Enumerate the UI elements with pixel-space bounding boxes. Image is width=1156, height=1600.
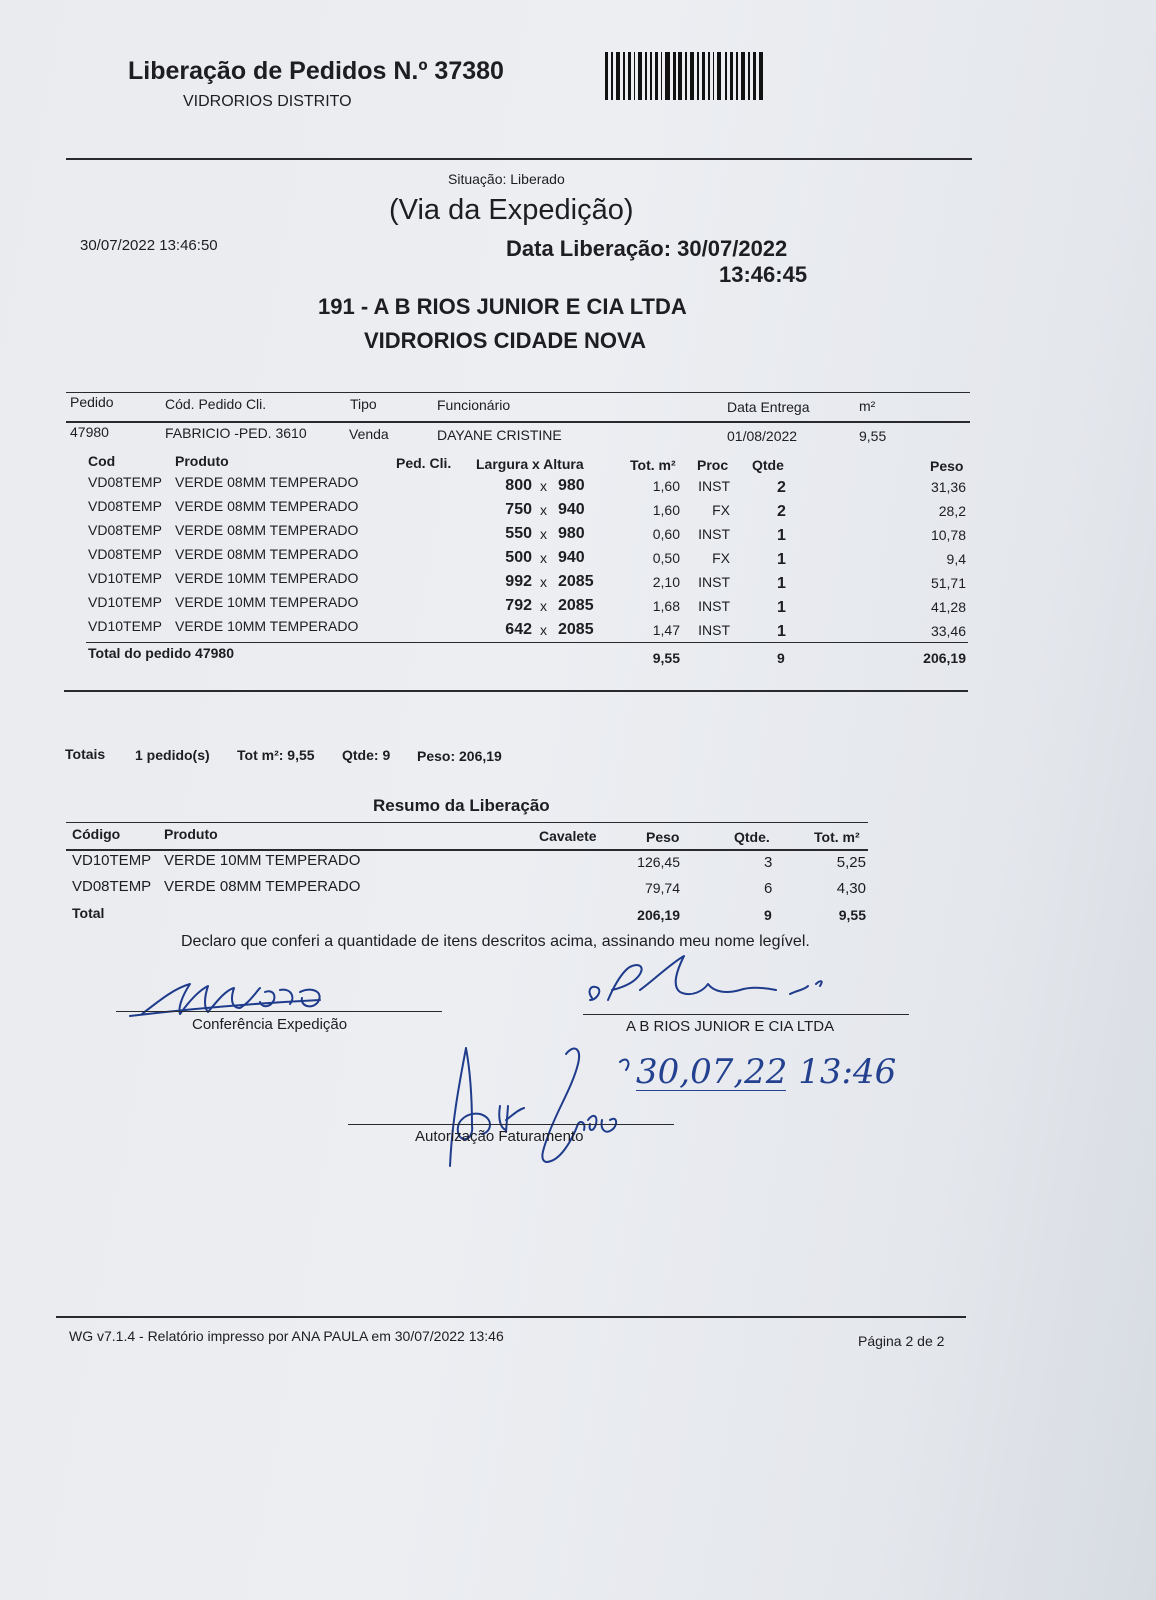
item-qtde: 1 <box>777 599 786 616</box>
barcode <box>605 52 765 102</box>
item-altura: 2085 <box>558 621 594 638</box>
item-qtde: 1 <box>777 623 786 640</box>
item-tot-m2: 2,10 <box>652 574 680 590</box>
handwritten-underline <box>636 1090 786 1091</box>
summary-total-label: Total <box>72 905 105 921</box>
release-date: Data Liberação: 30/07/2022 <box>506 236 788 261</box>
divider <box>56 1316 966 1318</box>
item-largura: 642 <box>505 621 532 638</box>
order-total-qtde: 9 <box>777 650 785 666</box>
signature-empresa <box>580 950 840 1020</box>
item-peso: 33,46 <box>930 623 966 639</box>
footer-page-number: Página 2 de 2 <box>858 1333 945 1349</box>
item-largura: 992 <box>505 573 532 590</box>
item-produto: VERDE 08MM TEMPERADO <box>175 498 359 514</box>
item-proc: INST <box>698 574 730 590</box>
document-title: Liberação de Pedidos N.º 37380 <box>128 57 504 85</box>
item-qtde: 2 <box>777 479 786 496</box>
item-tot-m2: 0,50 <box>652 550 680 566</box>
divider <box>66 158 972 160</box>
declaration-text: Declaro que conferi a quantidade de itens descritos acima, assinando meu nome legível. <box>181 933 810 950</box>
item-peso: 28,2 <box>938 503 966 519</box>
item-peso: 41,28 <box>930 599 966 615</box>
item-x: x <box>540 622 547 638</box>
item-tot-m2: 1,60 <box>652 478 680 494</box>
summary-peso: 126,45 <box>637 854 680 870</box>
copy-label: (Via da Expedição) <box>389 194 634 226</box>
summary-col-cavalete: Cavalete <box>539 828 597 844</box>
divider <box>66 849 868 851</box>
item-produto: VERDE 08MM TEMPERADO <box>175 474 359 490</box>
totals-qtde: Qtde: 9 <box>342 747 391 763</box>
item-cod: VD10TEMP <box>88 594 162 610</box>
col-m2: m² <box>859 398 876 414</box>
col-tipo: Tipo <box>350 396 377 412</box>
order-total-m2: 9,55 <box>652 650 680 666</box>
summary-qtde: 3 <box>764 854 773 871</box>
item-produto: VERDE 08MM TEMPERADO <box>175 546 359 562</box>
item-x: x <box>540 478 547 494</box>
order-pedido: 47980 <box>70 424 109 440</box>
summary-col-peso: Peso <box>646 829 680 845</box>
summary-total-peso: 206,19 <box>637 907 680 923</box>
col-qtde: Qtde <box>752 457 784 473</box>
handwritten-datetime: 30,07,22 13:46 <box>636 1052 897 1092</box>
summary-tot-m2: 5,25 <box>836 854 866 871</box>
item-altura: 940 <box>558 549 585 566</box>
item-produto: VERDE 10MM TEMPERADO <box>175 618 359 634</box>
divider <box>64 690 968 692</box>
item-altura: 980 <box>558 525 585 542</box>
client-name: 191 - A B RIOS JUNIOR E CIA LTDA <box>318 294 687 319</box>
item-qtde: 1 <box>777 527 786 544</box>
item-largura: 500 <box>505 549 532 566</box>
order-funcionario: DAYANE CRISTINE <box>437 427 562 443</box>
divider <box>66 822 868 823</box>
item-altura: 2085 <box>558 573 594 590</box>
summary-peso: 79,74 <box>644 880 680 896</box>
col-funcionario: Funcionário <box>437 397 511 413</box>
item-largura: 550 <box>505 525 532 542</box>
item-qtde: 1 <box>777 575 786 592</box>
col-largura-altura: Largura x Altura <box>476 456 584 472</box>
summary-produto: VERDE 10MM TEMPERADO <box>164 852 361 869</box>
divider <box>66 392 970 393</box>
divider <box>86 642 968 643</box>
item-produto: VERDE 10MM TEMPERADO <box>175 570 359 586</box>
item-tot-m2: 1,47 <box>652 622 680 638</box>
item-largura: 750 <box>505 501 532 518</box>
signature-label-autorizacao: Autorização Faturamento <box>415 1128 584 1145</box>
signature-line <box>116 1011 442 1012</box>
footer-printed-by: WG v7.1.4 - Relatório impresso por ANA PAULA em 30/07/2022 13:46 <box>69 1328 504 1344</box>
summary-col-tot-m2: Tot. m² <box>814 829 860 845</box>
item-largura: 792 <box>505 597 532 614</box>
order-cod-cli: FABRICIO -PED. 3610 <box>165 425 307 441</box>
signature-label-conferencia: Conferência Expedição <box>192 1016 348 1033</box>
order-data-entrega: 01/08/2022 <box>727 428 798 444</box>
signature-line <box>348 1124 674 1125</box>
item-tot-m2: 1,68 <box>652 598 680 614</box>
item-x: x <box>540 550 547 566</box>
summary-total-qtde: 9 <box>764 907 772 923</box>
item-tot-m2: 1,60 <box>652 502 680 518</box>
item-produto: VERDE 08MM TEMPERADO <box>175 522 359 538</box>
summary-total-m2: 9,55 <box>838 907 866 923</box>
item-peso: 10,78 <box>930 527 966 543</box>
item-produto: VERDE 10MM TEMPERADO <box>175 594 359 610</box>
summary-tot-m2: 4,30 <box>836 880 866 897</box>
client-store: VIDRORIOS CIDADE NOVA <box>364 328 646 353</box>
divider <box>66 421 970 423</box>
col-pedido: Pedido <box>70 394 114 410</box>
summary-col-produto: Produto <box>164 826 218 842</box>
item-peso: 51,71 <box>930 575 966 591</box>
item-cod: VD08TEMP <box>88 498 162 514</box>
order-m2: 9,55 <box>859 428 887 444</box>
item-cod: VD10TEMP <box>88 570 162 586</box>
status-text: Situação: Liberado <box>448 171 565 187</box>
item-tot-m2: 0,60 <box>652 526 680 542</box>
item-largura: 800 <box>505 477 532 494</box>
order-tipo: Venda <box>349 426 389 442</box>
item-x: x <box>540 598 547 614</box>
col-peso: Peso <box>930 458 964 474</box>
item-x: x <box>540 526 547 542</box>
signature-label-empresa: A B RIOS JUNIOR E CIA LTDA <box>626 1018 835 1035</box>
item-altura: 2085 <box>558 597 594 614</box>
summary-qtde: 6 <box>764 880 773 897</box>
col-ped-cli: Ped. Cli. <box>396 455 452 471</box>
summary-title: Resumo da Liberação <box>373 796 550 815</box>
item-x: x <box>540 502 547 518</box>
totals-m2: Tot m²: 9,55 <box>237 747 315 763</box>
order-total-label: Total do pedido 47980 <box>88 645 234 661</box>
item-proc: INST <box>698 478 730 494</box>
item-proc: FX <box>712 502 730 518</box>
print-timestamp: 30/07/2022 13:46:50 <box>80 237 218 254</box>
item-peso: 9,4 <box>946 551 966 567</box>
totals-pedidos: 1 pedido(s) <box>135 747 210 763</box>
summary-codigo: VD08TEMP <box>72 878 152 895</box>
col-produto: Produto <box>175 453 229 469</box>
summary-codigo: VD10TEMP <box>72 852 152 869</box>
col-tot-m2: Tot. m² <box>630 457 676 473</box>
summary-col-codigo: Código <box>72 826 121 842</box>
totals-label: Totais <box>65 746 106 762</box>
item-cod: VD10TEMP <box>88 618 162 634</box>
item-qtde: 1 <box>777 551 786 568</box>
col-cod-pedido-cli: Cód. Pedido Cli. <box>165 396 267 412</box>
item-proc: FX <box>712 550 730 566</box>
item-cod: VD08TEMP <box>88 522 162 538</box>
item-altura: 940 <box>558 501 585 518</box>
item-qtde: 2 <box>777 503 786 520</box>
item-x: x <box>540 574 547 590</box>
summary-produto: VERDE 08MM TEMPERADO <box>164 878 361 895</box>
totals-peso: Peso: 206,19 <box>417 748 502 764</box>
col-data-entrega: Data Entrega <box>727 399 810 415</box>
summary-col-qtde: Qtde. <box>734 829 770 845</box>
item-proc: INST <box>698 526 730 542</box>
item-altura: 980 <box>558 477 585 494</box>
company-name: VIDRORIOS DISTRITO <box>183 93 352 110</box>
order-total-peso: 206,19 <box>923 650 966 666</box>
item-proc: INST <box>698 622 730 638</box>
col-proc: Proc <box>697 457 729 473</box>
item-peso: 31,36 <box>930 479 966 495</box>
signature-line <box>583 1014 909 1015</box>
release-time: 13:46:45 <box>719 262 808 287</box>
item-proc: INST <box>698 598 730 614</box>
signature-autorizacao <box>420 1040 650 1170</box>
col-cod: Cod <box>88 453 116 469</box>
item-cod: VD08TEMP <box>88 546 162 562</box>
item-cod: VD08TEMP <box>88 474 162 490</box>
